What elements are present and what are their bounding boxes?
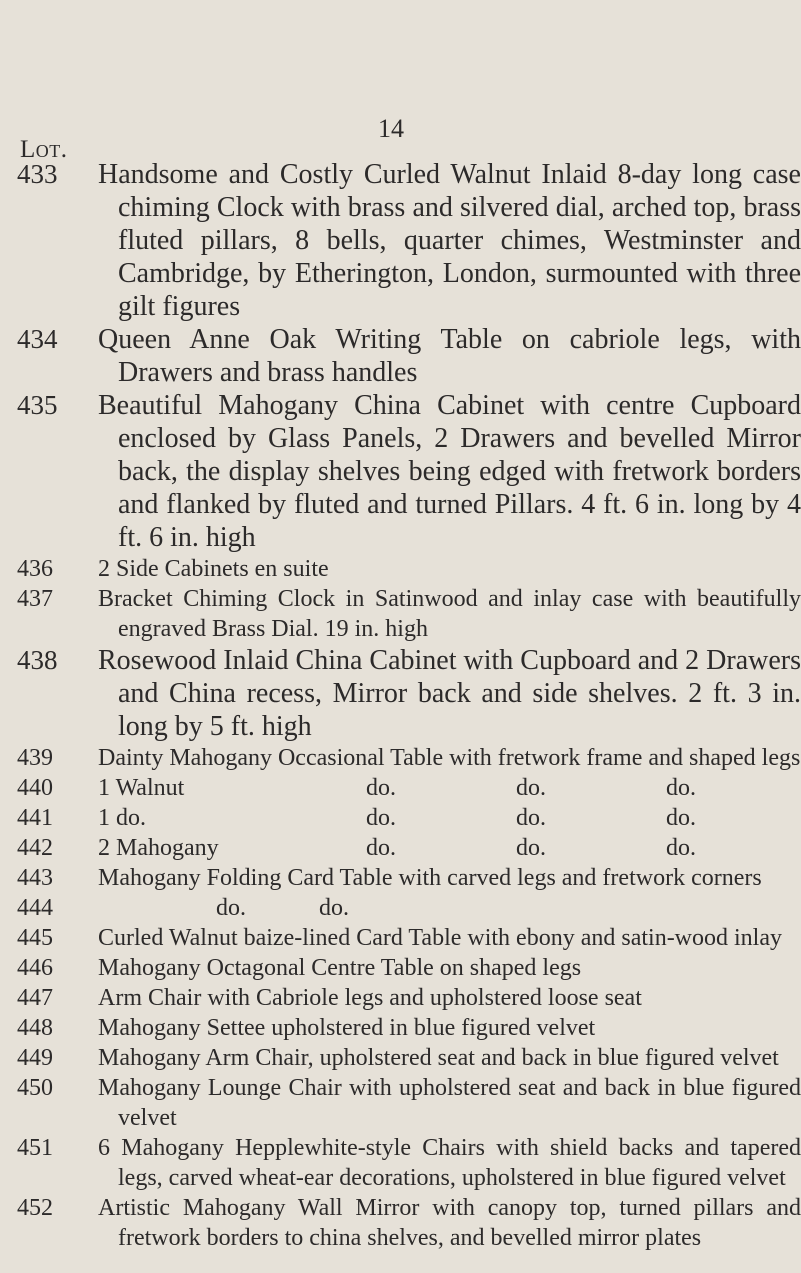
ditto-cell: do. <box>216 895 246 921</box>
ditto-cell: do. <box>366 775 396 801</box>
lot-number: 434 <box>17 324 58 354</box>
lot-number: 439 <box>17 745 53 771</box>
lot-number: 452 <box>17 1195 53 1221</box>
lot-number: 440 <box>17 775 53 801</box>
ditto-row <box>98 803 781 833</box>
lot-number: 442 <box>17 835 53 861</box>
ditto-cell: do. <box>666 805 696 831</box>
ditto-row <box>216 893 419 923</box>
page-number: 14 <box>378 114 404 143</box>
lot-number: 438 <box>17 645 58 675</box>
lot-description: Queen Anne Oak Writing Table on cabriole legs, with Drawers and brass handles <box>98 324 801 388</box>
ditto-cell: do. <box>366 805 396 831</box>
lot-number: 433 <box>17 159 58 189</box>
ditto-cell: 1 do. <box>98 805 146 831</box>
lot-number: 444 <box>17 895 53 921</box>
lot-number: 445 <box>17 925 53 951</box>
ditto-cell: do. <box>666 835 696 861</box>
lot-description: Mahogany Arm Chair, upholstered seat and back in blue figured velvet <box>98 1045 779 1071</box>
lot-number: 437 <box>17 586 53 612</box>
lot-description: Mahogany Folding Card Table with carved legs and fretwork corners <box>98 865 762 891</box>
ditto-cell: do. <box>366 835 396 861</box>
ditto-cell: 2 Mahogany <box>98 835 219 861</box>
lot-number: 448 <box>17 1015 53 1041</box>
lot-description: Beautiful Mahogany China Cabinet with centre Cupboard enclosed by Glass Panels, 2 Drawers and bevelled Mirror back, the display shelves being edged with fretwork borders and flanked by fluted and turned Pillars. 4 ft. 6 in. long by 4 ft. 6 in. high <box>98 390 801 553</box>
lot-number: 449 <box>17 1045 53 1071</box>
lot-description: 2 Side Cabinets en suite <box>98 556 329 582</box>
ditto-row <box>98 833 781 863</box>
lot-description: Dainty Mahogany Occasional Table with fretwork frame and shaped legs <box>98 745 801 771</box>
lot-description: Mahogany Settee upholstered in blue figured velvet <box>98 1015 596 1041</box>
ditto-cell: do. <box>319 895 349 921</box>
lot-description: Rosewood Inlaid China Cabinet with Cupboard and 2 Drawers and China recess, Mirror back and side shelves. 2 ft. 3 in. long by 5 ft. high <box>98 645 801 742</box>
lot-column-header: Lot. <box>20 136 68 163</box>
ditto-cell: do. <box>516 835 546 861</box>
lot-number: 447 <box>17 985 53 1011</box>
ditto-cell: do. <box>666 775 696 801</box>
lot-number: 436 <box>17 556 53 582</box>
lot-description: Bracket Chiming Clock in Satinwood and inlay case with beautifully engraved Brass Dial. 19 in. high <box>98 586 801 642</box>
lot-description: Curled Walnut baize-lined Card Table with ebony and satin-wood inlay <box>98 925 782 951</box>
lot-description: Mahogany Lounge Chair with upholstered seat and back in blue figured velvet <box>98 1075 801 1131</box>
lot-description: 6 Mahogany Hepplewhite-style Chairs with shield backs and tapered legs, carved wheat-ear decorations, upholstered in blue figured velvet <box>98 1135 801 1191</box>
lot-description: Mahogany Octagonal Centre Table on shaped legs <box>98 955 582 981</box>
ditto-cell: do. <box>516 775 546 801</box>
lot-number: 450 <box>17 1075 53 1101</box>
lot-number: 451 <box>17 1135 53 1161</box>
lot-number: 446 <box>17 955 53 981</box>
lot-number: 435 <box>17 390 58 420</box>
ditto-cell: 1 Walnut <box>98 775 185 801</box>
lot-description: Handsome and Costly Curled Walnut Inlaid 8-day long case chiming Clock with brass and silvered dial, arched top, brass fluted pillars, 8 bells, quarter chimes, Westminster and Cambridge, by Etherington, London, surmounted with three gilt figures <box>98 159 801 322</box>
lot-number: 443 <box>17 865 53 891</box>
lot-description: Artistic Mahogany Wall Mirror with canopy top, turned pillars and fretwork borders to china shelves, and bevelled mirror plates <box>98 1195 801 1251</box>
lot-number: 441 <box>17 805 53 831</box>
lot-description: Arm Chair with Cabriole legs and upholstered loose seat <box>98 985 642 1011</box>
ditto-row <box>98 773 781 803</box>
ditto-cell: do. <box>516 805 546 831</box>
